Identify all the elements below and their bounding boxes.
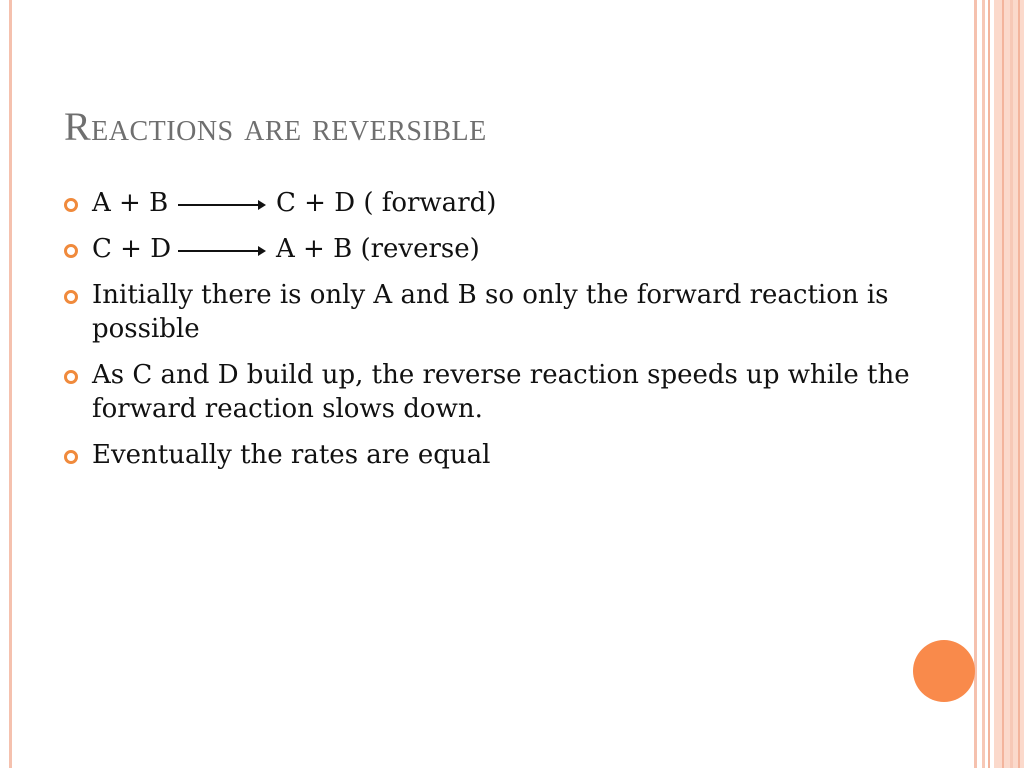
hollow-circle-bullet-icon [64,450,78,464]
right-arrow-icon [178,200,266,210]
slide-title: Reactions are reversible [64,104,487,149]
right-decor-stripe [1018,0,1020,768]
list-item [64,358,924,426]
hollow-circle-bullet-icon [64,198,78,212]
right-decor-stripe [988,0,990,768]
bullet-list [64,186,924,484]
right-decor-stripe [1010,0,1013,768]
hollow-circle-bullet-icon [64,290,78,304]
right-decor-stripe [1002,0,1004,768]
list-item [64,278,924,346]
bullet-text: Eventually the rates are equal [92,440,491,470]
list-item [64,438,924,472]
bullet-text: Initially there is only A and B so only the forward reaction is possible [92,280,889,344]
reaction-equation [92,232,480,266]
right-decor-stripe [982,0,985,768]
hollow-circle-bullet-icon [64,370,78,384]
right-arrow-icon [178,246,266,256]
reaction-equation [92,186,496,220]
reactants: A + B [92,188,169,218]
list-item [64,186,924,220]
reactants: C + D [92,234,172,264]
orange-circle-icon [913,640,975,702]
products: C + D ( forward) [276,188,497,218]
bullet-text: As C and D build up, the reverse reaction speeds up while the forward reaction slows down. [92,360,910,424]
products: A + B (reverse) [276,234,480,264]
list-item [64,232,924,266]
hollow-circle-bullet-icon [64,244,78,258]
